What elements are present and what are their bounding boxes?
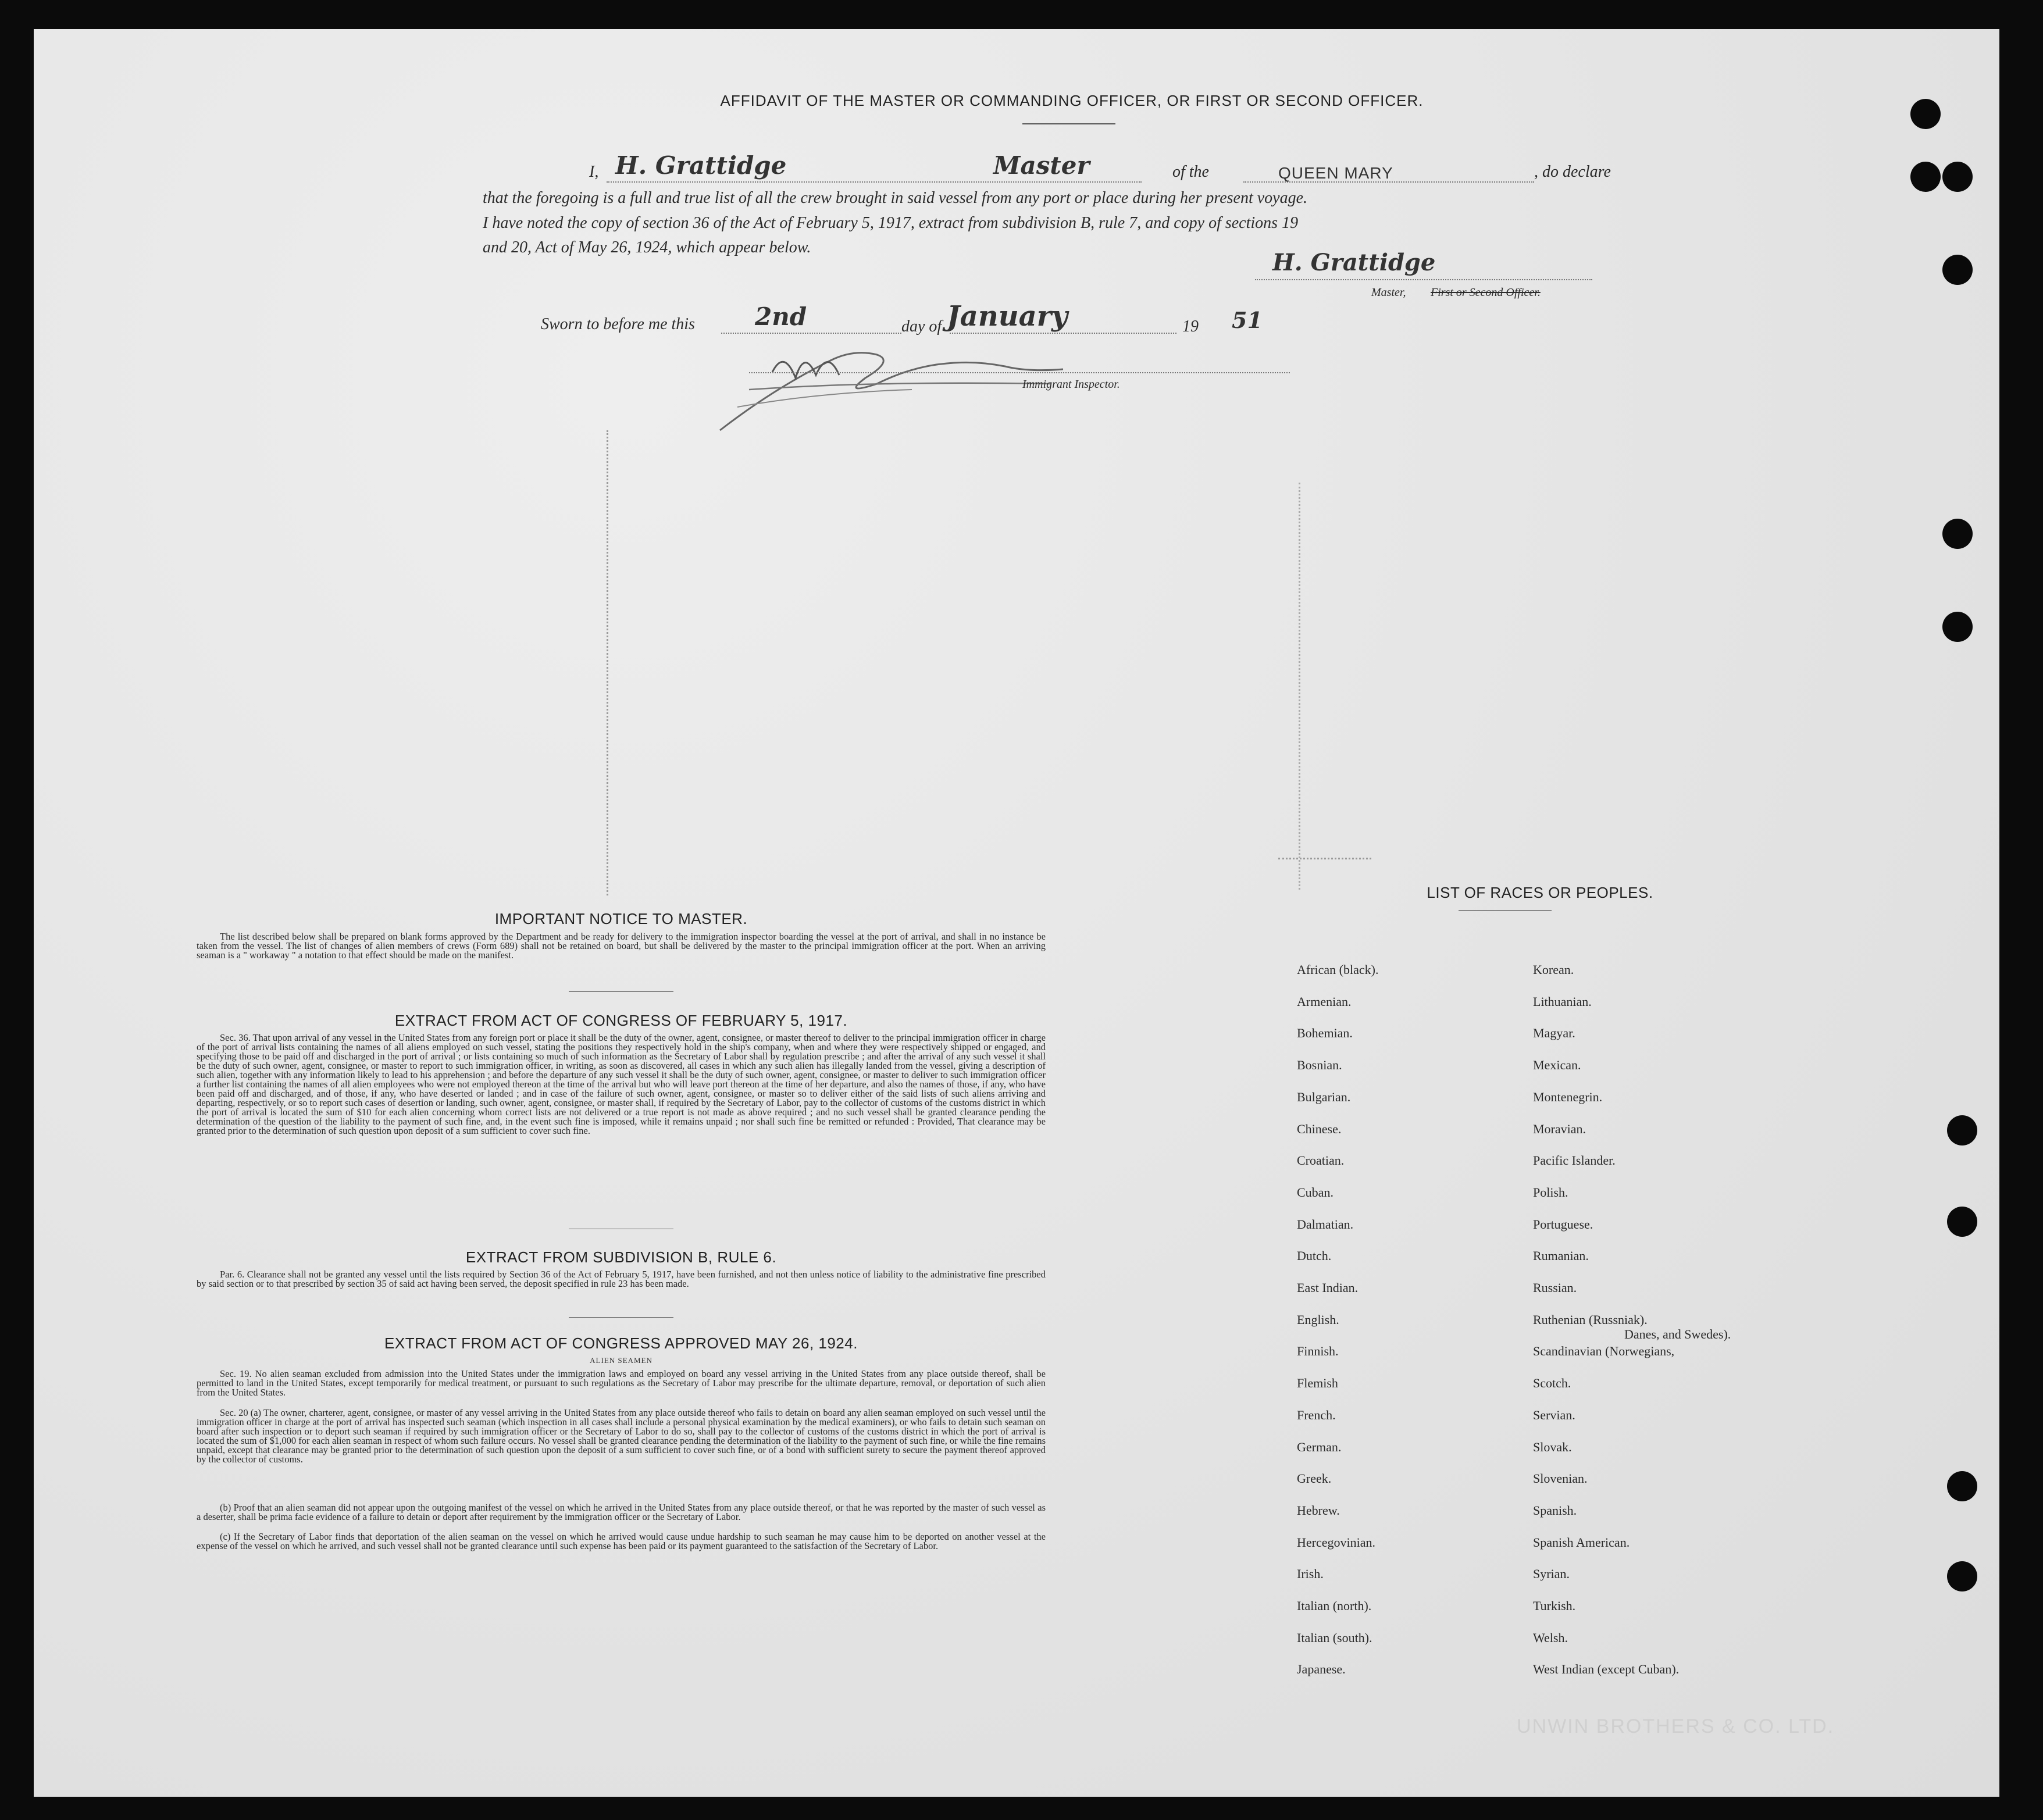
race-item: Spanish. <box>1533 1503 1577 1518</box>
extract-1924-title: EXTRACT FROM ACT OF CONGRESS APPROVED MAY 26, 1924. <box>384 1334 858 1352</box>
rule6-rule <box>569 1317 673 1318</box>
master-signature: H. Grattidge <box>1272 249 1436 276</box>
master-label: Master, <box>1371 286 1406 299</box>
extract-1917-body: Sec. 36. That upon arrival of any vessel in the United States from any foreign port or place it shall be the duty of the owner, agent, consignee, or master thereof to deliver to the principal immigration officer in charge of the port of arrival lists containing the names of all aliens employed on such vessel, stating the positions they respectively hold in the ship's company, when and where they were respectively shipped or engaged, and specifying those to be paid off and discharged in the port of arrival ; or lists containing so much of such information as the Secretary of Labor shall by regulation prescribe ; and after the arrival of any such vessel it shall be the duty of such owner, agent, consignee, or master to report to such immigration officer, in writing, as soon as discovered, all cases in which any such alien has illegally landed from the vessel, giving a description of such alien, together with any information likely to lead to his apprehension ; and before the departure of any such vessel it shall be the duty of such owner, agent, consignee, or master to deliver to such immigration officer a further list containing the names of all alien employees who were not employed thereon at the time of the arrival but who will leave port thereon at the time of her departure, and also the names of those, if any, who have been paid off and discharged, and of those, if any, who have deserted or landed ; and in case of the failure of such owner, agent, consignee, or master so to deliver either of the said lists of such aliens arriving and departing, respectively, or so to report such cases of desertion or landing, such owner, agent, consignee, or master shall, if required by the Secretary of Labor, pay to the collector of customs of the customs district in which the port of arrival is located the sum of $10 for each alien concerning whom correct lists are not delivered or a true report is not made as above required ; and no such vessel shall be granted clearance pending the determination of the question of the liability to the payment of such fine, and, in the event such fine is imposed, while it remains unpaid ; nor shall such fine be remitted or refunded : Provided, That clearance may be granted prior to the determination of such question upon deposit of a sum sufficient to cover such fine. <box>197 1032 1046 1136</box>
race-item: Moravian. <box>1533 1122 1586 1136</box>
race-item: Scandinavian (Norwegians, <box>1533 1344 1675 1358</box>
extract-1917-title: EXTRACT FROM ACT OF CONGRESS OF FEBRUARY 5, 1917. <box>394 1012 848 1029</box>
race-item: Greek. <box>1297 1471 1332 1486</box>
race-item: African (black). <box>1297 962 1379 977</box>
race-item: English. <box>1297 1312 1339 1327</box>
race-item: Japanese. <box>1297 1662 1346 1676</box>
printer-mark: UNWIN BROTHERS & CO. LTD. <box>1517 1715 1835 1737</box>
race-item: Bosnian. <box>1297 1058 1342 1072</box>
rule6-body: Par. 6. Clearance shall not be granted any vessel until the lists required by Section 36 of the Act of February 5, 1917, have been furnished, and not then unless notice of liability to the administrative fine prescribed by said section or to that prescribed by section 35 of said act having been served, the deposit specified in rule 23 has been made. <box>197 1269 1046 1289</box>
race-item: Hebrew. <box>1297 1503 1340 1518</box>
sec20b-text: (b) Proof that an alien seaman did not appear upon the outgoing manifest of the vessel on which he arrived in the United States from any place outside thereof, or that he was reported by the master of such vessel as a deserter, shall be prima facie evidence of a failure to detain or deport after requirement by the immigration officer or the Secretary of Labor. <box>197 1502 1046 1522</box>
faint-dotted-row <box>1278 858 1371 859</box>
notice-body: The list described below shall be prepared on blank forms approved by the Department and be ready for delivery to the immigration inspector boarding the vessel at the port of arrival, and shall in no instance be taken from the vessel. The list of changes of alien members of crews (Form 689) shall not be retained on board, but shall be delivered by the master to the principal immigration officer at the port. When an arriving seaman is a " workaway " a notation to that effect should be made on the manifest. <box>197 931 1046 961</box>
struck-officer-label: First or Second Officer. <box>1431 286 1541 299</box>
race-item: East Indian. <box>1297 1280 1359 1295</box>
race-item: Pacific Islander. <box>1533 1153 1616 1168</box>
notice-title: IMPORTANT NOTICE TO MASTER. <box>494 910 748 927</box>
name-blank <box>607 181 1142 183</box>
race-item: Croatian. <box>1297 1153 1345 1168</box>
race-item: Flemish <box>1297 1376 1338 1390</box>
declaration-line-4: and 20, Act of May 26, 1924, which appear below. <box>483 238 811 256</box>
sec20c-text: (c) If the Secretary of Labor finds that deportation of the alien seaman on the vessel on which he arrived would cause undue hardship to such seaman he may cause him to be deported on another vessel at the expense of the vessel on which he arrived, and such vessel shall not be granted clearance until such expense has been paid or its payment guaranteed to the satisfaction of the Secretary of Labor. <box>197 1531 1046 1551</box>
race-item: Welsh. <box>1533 1630 1568 1645</box>
race-item: West Indian (except Cuban). <box>1533 1662 1680 1676</box>
race-item: Montenegrin. <box>1533 1090 1603 1104</box>
race-item: Armenian. <box>1297 994 1352 1009</box>
notice-rule <box>569 991 673 992</box>
handwritten-year: 51 <box>1232 307 1263 333</box>
declaration-line-2: that the foregoing is a full and true list of all the crew brought in said vessel from any port or place during her present voyage. <box>483 189 1308 207</box>
signature-line <box>1255 279 1592 280</box>
handwritten-signer-name: H. Grattidge <box>615 151 787 180</box>
race-item: Rumanian. <box>1533 1248 1589 1263</box>
race-item: Syrian. <box>1533 1566 1570 1581</box>
races-rule <box>1459 910 1552 911</box>
binding-hole <box>1947 1471 1977 1501</box>
race-item: Irish. <box>1297 1566 1324 1581</box>
sworn-prefix: Sworn to before me this <box>541 315 695 333</box>
binding-hole <box>1910 162 1941 192</box>
race-item: Hercegovinian. <box>1297 1535 1375 1550</box>
faint-dotted-column-left <box>607 430 611 895</box>
inspector-line <box>749 372 1290 373</box>
binding-hole <box>1942 612 1973 642</box>
inspector-label: Immigrant Inspector. <box>1022 378 1120 391</box>
binding-hole <box>1947 1115 1977 1145</box>
sec20a-text: Sec. 20 (a) The owner, charterer, agent, consignee, or master of any vessel arriving in the United States from any place outside thereof who fails to detain on board any alien seaman employed on such vessel until the immigration officer in charge at the port of arrival has inspected such seaman (which inspection in all cases shall include a personal physical examination by the medical examiners), or who fails to detain such seaman on board after such inspection or to deport such seaman if required by such immigration officer or the Secretary of Labor to do so, shall pay to the collector of customs of the customs district in which the port of arrival is located the sum of $1,000 for each alien seaman in respect of whom such failure occurs. No vessel shall be granted clearance pending the determination of the liability to the payment of such fine, or while the fine remains unpaid, except that clearance may be granted prior to the determination of such question upon the deposit of a sum sufficient to cover such fine, or of a bond with sufficient surety to secure the payment thereof approved by the collector of customs. <box>197 1407 1046 1465</box>
race-item: Ruthenian (Russniak). <box>1533 1312 1648 1327</box>
race-item: Russian. <box>1533 1280 1577 1295</box>
title-rule <box>1022 123 1115 124</box>
sworn-day-of: day of <box>901 317 942 336</box>
race-item: Slovenian. <box>1533 1471 1588 1486</box>
race-item: Polish. <box>1533 1185 1568 1200</box>
binding-hole <box>1947 1561 1977 1591</box>
race-item: Bohemian. <box>1297 1026 1353 1040</box>
sworn-year-prefix: 19 <box>1182 317 1199 336</box>
binding-hole <box>1942 519 1973 549</box>
binding-hole <box>1942 162 1973 192</box>
race-scandinavian-continuation: Danes, and Swedes). <box>1624 1327 1731 1341</box>
races-title: LIST OF RACES OR PEOPLES. <box>1427 884 1653 901</box>
race-item: Servian. <box>1533 1408 1575 1422</box>
handwritten-day: 2nd <box>755 302 807 331</box>
faint-dotted-column-right <box>1299 483 1303 890</box>
handwritten-role: Master <box>993 151 1090 180</box>
race-item: Mexican. <box>1533 1058 1581 1072</box>
affidavit-title: AFFIDAVIT OF THE MASTER OR COMMANDING OFFICER, OR FIRST OR SECOND OFFICER. <box>720 92 1424 109</box>
declaration-of-the: of the <box>1172 163 1209 181</box>
document-page <box>34 29 1999 1797</box>
race-item: Spanish American. <box>1533 1535 1630 1550</box>
declaration-line-3: I have noted the copy of section 36 of the Act of February 5, 1917, extract from subdivision B, rule 7, and copy of sections 19 <box>483 214 1299 232</box>
race-item: French. <box>1297 1408 1336 1422</box>
rule6-title: EXTRACT FROM SUBDIVISION B, RULE 6. <box>465 1248 777 1266</box>
race-item: German. <box>1297 1440 1342 1454</box>
declaration-i: I, <box>589 163 599 181</box>
race-item: Italian (south). <box>1297 1630 1372 1645</box>
binding-hole <box>1942 255 1973 285</box>
race-item: Portuguese. <box>1533 1217 1593 1232</box>
alien-seamen-subtitle: ALIEN SEAMEN <box>590 1356 653 1365</box>
sec19-text: Sec. 19. No alien seaman excluded from admission into the United States under the immigration laws and employed on board any vessel arriving in the United States from any place outside thereof, shall be permitted to land in the United States, except temporarily for medical treatment, or pursuant to such regulations as the Secretary of Labor may prescribe for the ultimate departure, removal, or deportation of such alien from the United States. <box>197 1368 1046 1398</box>
race-item: Slovak. <box>1533 1440 1572 1454</box>
race-item: Cuban. <box>1297 1185 1334 1200</box>
race-item: Bulgarian. <box>1297 1090 1351 1104</box>
race-item: Magyar. <box>1533 1026 1575 1040</box>
race-item: Korean. <box>1533 962 1574 977</box>
race-item: Italian (north). <box>1297 1598 1372 1613</box>
race-item: Lithuanian. <box>1533 994 1592 1009</box>
handwritten-month: January <box>947 300 1068 333</box>
binding-hole <box>1947 1207 1977 1237</box>
declaration-do-declare: , do declare <box>1534 163 1611 181</box>
race-item: Dutch. <box>1297 1248 1332 1263</box>
vessel-name: QUEEN MARY <box>1278 164 1393 182</box>
binding-hole <box>1910 99 1941 129</box>
race-item: Chinese. <box>1297 1122 1342 1136</box>
race-item: Scotch. <box>1533 1376 1571 1390</box>
race-item: Turkish. <box>1533 1598 1576 1613</box>
race-item: Dalmatian. <box>1297 1217 1354 1232</box>
race-item: Finnish. <box>1297 1344 1339 1358</box>
